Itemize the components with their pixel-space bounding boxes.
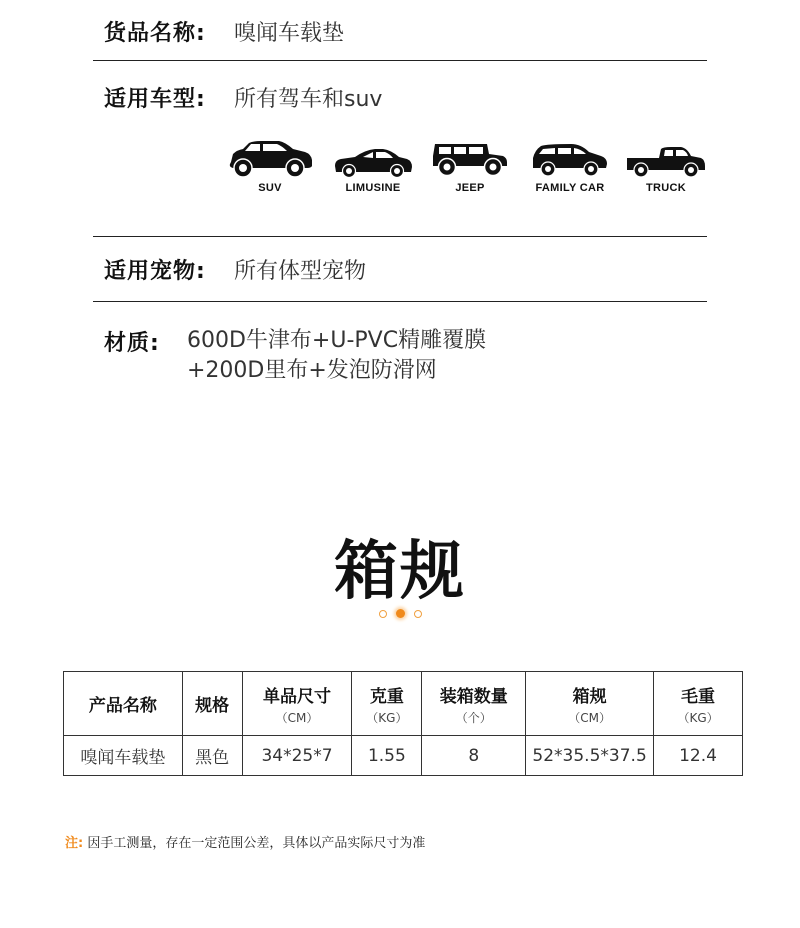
measurement-note [65,832,425,851]
table-header-row [64,672,743,736]
material-line: 600D牛津布+U-PVC精雕覆膜 [187,328,487,353]
vehicle-type-limusine [333,140,413,194]
pet-value: 所有体型宠物 [234,259,367,284]
vehicle-type-label: LIMUSINE [345,182,401,194]
suv-icon [227,140,313,178]
vehicle-type-label: FAMILY CAR [535,182,605,194]
cell-weight: 1.55 [352,736,422,776]
header-carton-size: 箱规 （CM） [526,672,654,736]
pickup-truck-icon [625,140,707,178]
cell-spec: 黑色 [182,736,242,776]
vehicle-type-family-car [525,140,615,194]
vehicle-row [104,82,382,113]
section-title: 箱规 [334,535,466,609]
vehicle-type-truck [623,140,709,194]
carousel-dot-active[interactable] [396,609,405,618]
sedan-icon [333,140,413,178]
vehicle-type-icons [225,140,710,205]
header-pack-qty: 装箱数量 （个） [422,672,526,736]
table-row [64,736,743,776]
cell-carton-size: 52*35.5*37.5 [526,736,654,776]
note-text: 因手工测量，存在一定范围公差，具体以产品实际尺寸为准 [87,836,426,851]
note-label: 注: [65,836,84,851]
carousel-indicator [0,609,800,618]
material-row [104,326,486,386]
product-name-value: 嗅闻车载垫 [234,21,345,46]
jeep-icon [431,140,509,178]
vehicle-label: 适用车型: [104,87,206,112]
minivan-icon [531,140,609,178]
carousel-dot[interactable] [414,610,422,618]
material-line: +200D里布+发泡防滑网 [187,358,437,383]
material-label: 材质: [104,331,160,356]
vehicle-value: 所有驾车和suv [234,87,383,112]
header-gross-weight: 毛重 （KG） [654,672,743,736]
material-value [187,326,486,386]
carton-spec-table [63,671,743,776]
cell-product-name: 嗅闻车载垫 [64,736,183,776]
divider [93,301,707,302]
vehicle-type-label: SUV [258,182,282,194]
vehicle-type-jeep [431,140,509,194]
product-name-row [104,16,344,47]
carousel-dot[interactable] [379,610,387,618]
cell-gross-weight: 12.4 [654,736,743,776]
vehicle-type-label: JEEP [455,182,485,194]
cell-pack-qty: 8 [422,736,526,776]
header-spec: 规格 [182,672,242,736]
divider [93,60,707,61]
product-name-label: 货品名称: [104,21,206,46]
vehicle-type-suv [225,140,315,194]
header-weight: 克重 （KG） [352,672,422,736]
vehicle-type-label: TRUCK [646,182,686,194]
header-unit-size: 单品尺寸 （CM） [242,672,352,736]
pet-row [104,254,366,285]
header-product-name: 产品名称 [64,672,183,736]
cell-unit-size: 34*25*7 [242,736,352,776]
pet-label: 适用宠物: [104,259,206,284]
divider [93,236,707,237]
